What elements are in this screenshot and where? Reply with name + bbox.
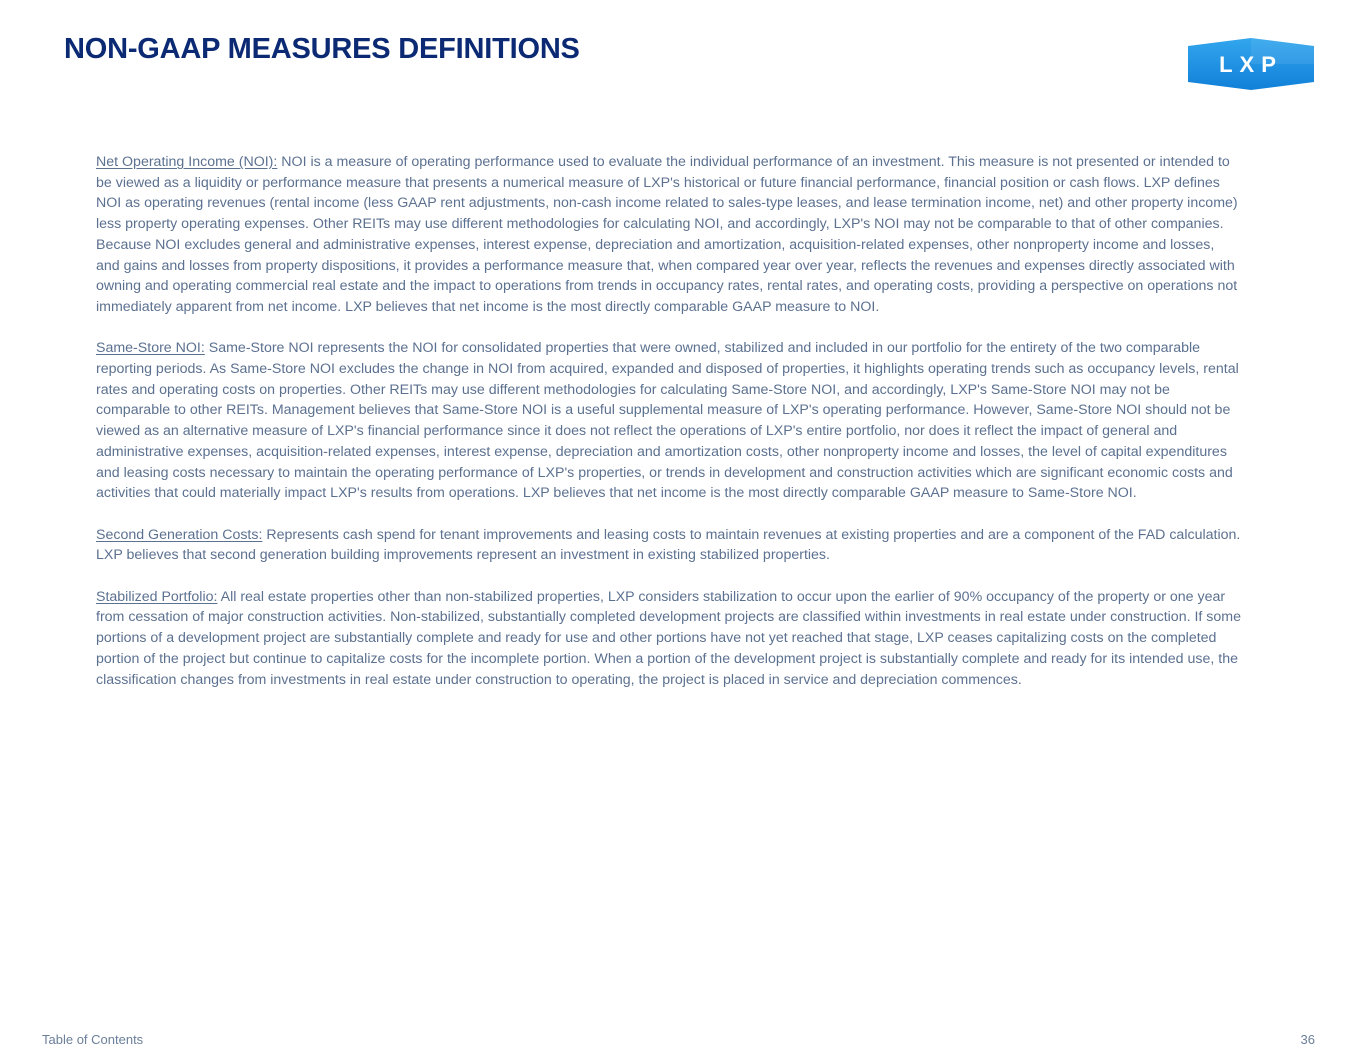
definitions-content xyxy=(96,152,1241,711)
table-of-contents-link[interactable]: Table of Contents xyxy=(42,1032,144,1047)
lxp-logo-text: LXP xyxy=(1219,52,1283,77)
definition-same-store-noi xyxy=(96,338,1241,504)
definition-term: Same-Store NOI: xyxy=(96,340,205,357)
page-title: NON-GAAP MEASURES DEFINITIONS xyxy=(64,33,580,65)
definition-noi xyxy=(96,152,1241,318)
definition-stabilized-portfolio xyxy=(96,587,1241,691)
definition-text: Represents cash spend for tenant improvements and leasing costs to maintain revenues at existing properties and are a component of the FAD calculation. LXP believes that second generation building improvements represent an investment in existing stabilized properties. xyxy=(96,526,1241,564)
definition-second-generation-costs xyxy=(96,525,1241,566)
definition-term: Net Operating Income (NOI): xyxy=(96,154,278,170)
definition-term: Second Generation Costs: xyxy=(96,526,263,543)
definition-text: Same-Store NOI represents the NOI for consolidated properties that were owned, stabilized and included in our portfolio for the entirety of the two comparable reporting periods. As Same-Store NOI excludes the change in NOI from acquired, expanded and disposed of properties, it highlights operating trends such as occupancy levels, rental rates and operating costs on properties. Other REITs may use different methodologies for calculating Same-Store NOI, and accordingly, LXP's Same-Store NOI may not be comparable to other REITs. Management believes that Same-Store NOI is a useful supplemental measure of LXP's operating performance. However, Same-Store NOI should not be viewed as an alternative measure of LXP's financial performance since it does not reflect the operations of LXP's entire portfolio, nor does it reflect the impact of general and administrative expenses, acquisition-related expenses, interest expense, depreciation and amortization costs, other nonproperty income and losses, the level of capital expenditures and leasing costs necessary to maintain the operating performance of LXP's properties, or trends in development and construction activities which are significant economic costs and activities that could materially impact LXP's results from operations. LXP believes that net income is the most directly comparable GAAP measure to Same-Store NOI. xyxy=(96,340,1239,502)
definition-text: NOI is a measure of operating performance used to evaluate the individual performance of an investment. This measure is not presented or intended to be viewed as a liquidity or performance measure that presents a numerical measure of LXP's historical or future financial performance, financial position or cash flows. LXP defines NOI as operating revenues (rental income (less GAAP rent adjustments, non-cash income related to sales-type leases, and lease termination income, net) and other property income) less property operating expenses. Other REITs may use different methodologies for calculating NOI, and accordingly, LXP's NOI may not be comparable to that of other companies. Because NOI excludes general and administrative expenses, interest expense, depreciation and amortization, acquisition-related expenses, other nonproperty income and losses, and gains and losses from property dispositions, it provides a performance measure that, when compared year over year, reflects the revenues and expenses directly associated with owning and operating commercial real estate and the impact to operations from trends in occupancy rates, rental rates, and operating costs, providing a perspective on operations not immediately apparent from net income. LXP believes that net income is the most directly comparable GAAP measure to NOI. xyxy=(96,154,1238,315)
definition-term: Stabilized Portfolio: xyxy=(96,588,218,605)
definition-text: All real estate properties other than non-stabilized properties, LXP considers stabilization to occur upon the earlier of 90% occupancy of the property or one year from cessation of major construction activities. Non-stabilized, substantially completed development projects are classified within investments in real estate under construction. If some portions of a development project are substantially complete and ready for use and other portions have not yet reached that stage, LXP ceases capitalizing costs on the completed portion of the project but continue to capitalize costs for the incomplete portion. When a portion of the development project is substantially complete and ready for its intended use, the classification changes from investments in real estate under construction to operating, the project is placed in service and depreciation commences. xyxy=(96,588,1241,688)
page-number: 36 xyxy=(1300,1032,1315,1047)
lxp-logo xyxy=(1188,38,1314,90)
